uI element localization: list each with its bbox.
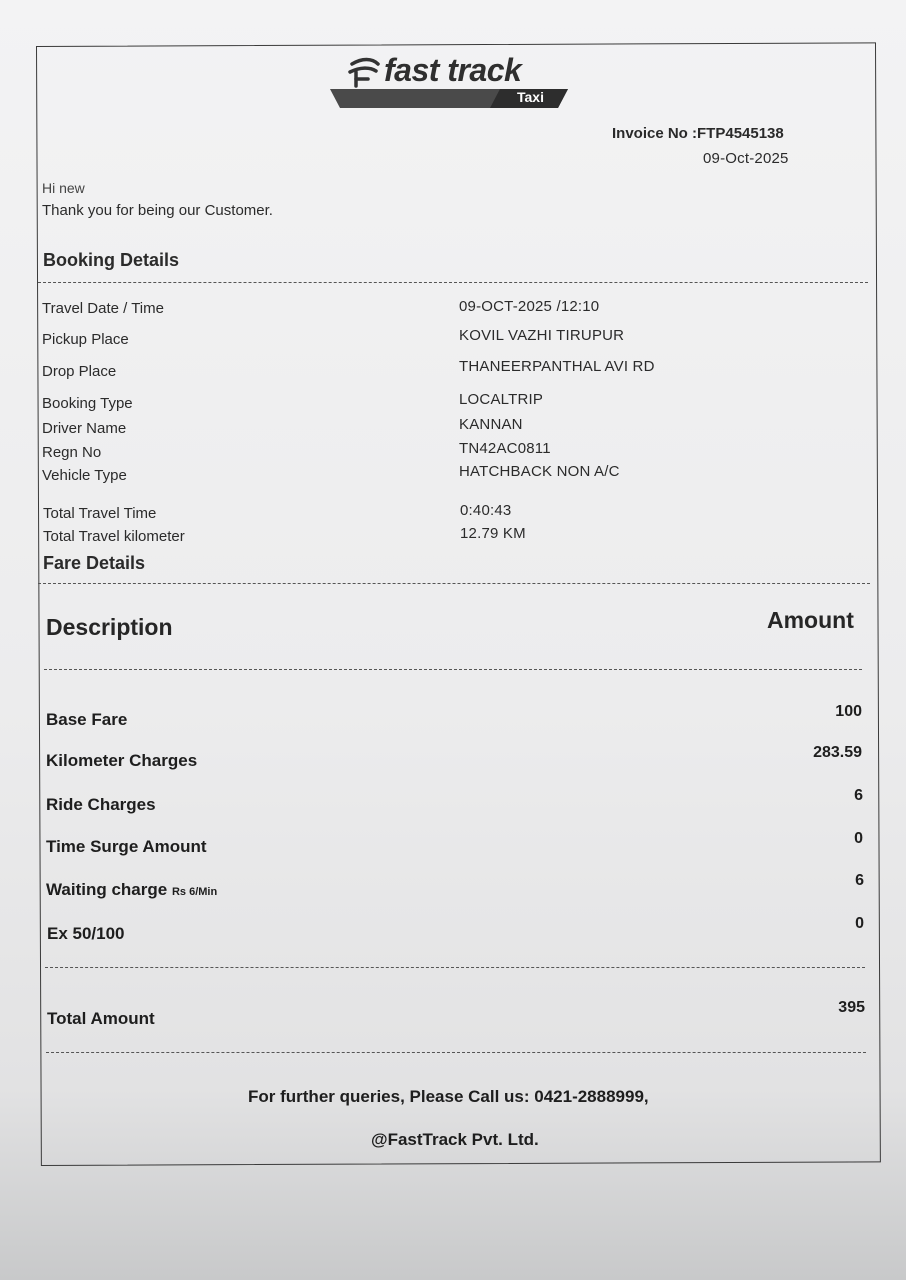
divider — [45, 967, 865, 968]
fare-item-label: Kilometer Charges — [46, 751, 198, 770]
fare-item-amount: 283.59 — [813, 744, 862, 761]
queries-contact: For further queries, Please Call us: 0421-2888999, — [248, 1087, 649, 1106]
divider — [46, 1052, 866, 1053]
brand-tag: Taxi — [517, 89, 544, 105]
booking-details-title: Booking Details — [43, 250, 180, 270]
booking-label: Booking Type — [42, 395, 133, 412]
brand-name: fast track — [384, 52, 522, 88]
fare-item-amount: 6 — [855, 872, 864, 889]
company-name: @FastTrack Pvt. Ltd. — [371, 1130, 539, 1149]
fare-item-label: Base Fare — [46, 710, 128, 729]
booking-label: Regn No — [42, 444, 102, 461]
waiting-rate-note: Rs 6/Min — [171, 886, 218, 898]
divider — [38, 282, 868, 283]
invoice-label: Invoice No : — [612, 125, 698, 142]
booking-value: KOVIL VAZHI TIRUPUR — [459, 327, 625, 344]
booking-value: 12.79 KM — [460, 525, 526, 542]
invoice-date: 09-Oct-2025 — [703, 150, 789, 167]
greeting-thanks: Thank you for being our Customer. — [42, 202, 273, 219]
fare-item-amount: 100 — [835, 703, 862, 720]
booking-label: Driver Name — [42, 420, 127, 437]
total-amount-value: 395 — [838, 999, 865, 1016]
fare-item-label-text: Waiting charge — [46, 880, 168, 899]
divider — [44, 669, 862, 670]
booking-label: Total Travel Time — [43, 505, 157, 522]
divider — [38, 583, 870, 584]
booking-value: LOCALTRIP — [459, 391, 544, 408]
fare-item-label: Time Surge Amount — [46, 837, 207, 856]
booking-value: 09-OCT-2025 /12:10 — [459, 298, 600, 315]
fasttrack-logo — [330, 52, 570, 112]
invoice-number — [612, 125, 784, 142]
booking-value: KANNAN — [459, 416, 523, 433]
booking-label: Total Travel kilometer — [43, 528, 185, 545]
invoice-value: FTP4545138 — [697, 125, 784, 142]
fare-item-amount: 0 — [855, 915, 864, 932]
fare-item-label: Ex 50/100 — [47, 924, 125, 943]
fare-item-label — [46, 880, 217, 900]
fare-details-title: Fare Details — [43, 553, 146, 573]
booking-label: Travel Date / Time — [42, 300, 164, 317]
booking-value: THANEERPANTHAL AVI RD — [459, 358, 655, 375]
booking-label: Vehicle Type — [42, 467, 127, 484]
fare-item-amount: 0 — [854, 830, 863, 847]
amount-header: Amount — [767, 607, 854, 633]
description-header: Description — [46, 614, 173, 640]
fare-item-label: Ride Charges — [46, 795, 156, 814]
booking-label: Pickup Place — [42, 331, 129, 348]
booking-label: Drop Place — [42, 363, 117, 380]
fare-item-amount: 6 — [854, 787, 863, 804]
booking-value: HATCHBACK NON A/C — [459, 463, 620, 480]
booking-value: TN42AC0811 — [459, 440, 551, 457]
greeting-hi: Hi new — [42, 180, 85, 196]
booking-value: 0:40:43 — [460, 502, 512, 519]
total-amount-label: Total Amount — [47, 1009, 155, 1028]
